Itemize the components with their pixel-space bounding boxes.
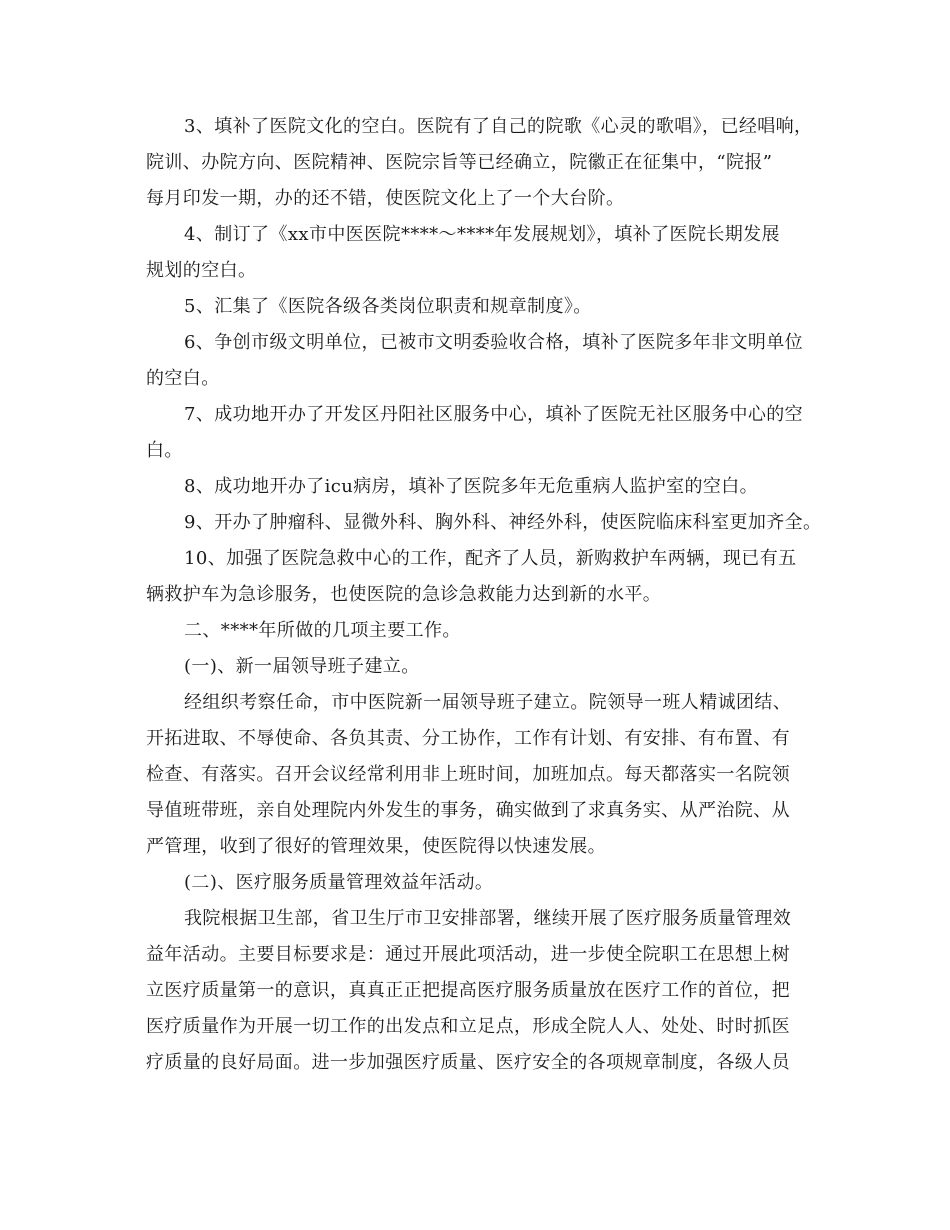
text-line: 5、汇集了《医院各级各类岗位职责和规章制度》。	[184, 296, 592, 317]
text-line: 经组织考察任命，市中医院新一届领导班子建立。院领导一班人精诚团结、	[184, 692, 792, 713]
text-line: 规划的空白。	[146, 260, 257, 281]
text-line: 开拓进取、不辱使命、各负其责、分工协作，工作有计划、有安排、有布置、有	[146, 728, 790, 749]
text-line: 严管理，收到了很好的管理效果，使医院得以快速发展。	[146, 836, 606, 857]
text-line: 疗质量的良好局面。进一步加强医疗质量、医疗安全的各项规章制度，各级人员	[146, 1052, 790, 1073]
text-line: 7、成功地开办了开发区丹阳社区服务中心，填补了医院无社区服务中心的空	[184, 404, 804, 425]
text-line: 9、开办了肿瘤科、显微外科、胸外科、神经外科，使医院临床科室更加齐全。	[184, 512, 822, 533]
text-line: 医疗质量作为开展一切工作的出发点和立足点，形成全院人人、处处、时时抓医	[146, 1016, 790, 1037]
text-line: 8、成功地开办了icu病房，填补了医院多年无危重病人监护室的空白。	[184, 476, 759, 497]
text-line: 的空白。	[146, 368, 220, 389]
text-line: 检查、有落实。召开会议经常利用非上班时间，加班加点。每天都落实一名院领	[146, 764, 790, 785]
text-line: 立医疗质量第一的意识，真真正正把提高医疗服务质量放在医疗工作的首位，把	[146, 980, 790, 1001]
section-heading: 二、****年所做的几项主要工作。	[184, 620, 461, 641]
subsection-heading: (二)、医疗服务质量管理效益年活动。	[184, 872, 494, 893]
text-line: 6、争创市级文明单位，已被市文明委验收合格，填补了医院多年非文明单位	[184, 332, 804, 353]
text-line: 3、填补了医院文化的空白。医院有了自己的院歌《心灵的歌唱》，已经唱响，	[184, 116, 813, 137]
text-line: 10、加强了医院急救中心的工作，配齐了人员，新购救护车两辆，现已有五	[184, 548, 797, 569]
text-line: 每月印发一期，办的还不错，使医院文化上了一个大台阶。	[146, 188, 625, 209]
text-line: 益年活动。主要目标要求是：通过开展此项活动，进一步使全院职工在思想上树	[146, 944, 790, 965]
subsection-heading: (一)、新一届领导班子建立。	[184, 656, 420, 677]
text-line: 我院根据卫生部，省卫生厅市卫安排部署，继续开展了医疗服务质量管理效	[184, 908, 792, 929]
text-line: 院训、办院方向、医院精神、医院宗旨等已经确立，院徽正在征集中，“院报”	[146, 152, 773, 173]
text-line: 白。	[146, 440, 183, 461]
text-line: 4、制订了《xx市中医医院****～****年发展规划》，填补了医院长期发展	[184, 224, 780, 245]
text-line: 导值班带班，亲自处理院内外发生的事务，确实做到了求真务实、从严治院、从	[146, 800, 790, 821]
text-line: 辆救护车为急诊服务，也使医院的急诊急救能力达到新的水平。	[146, 584, 662, 605]
